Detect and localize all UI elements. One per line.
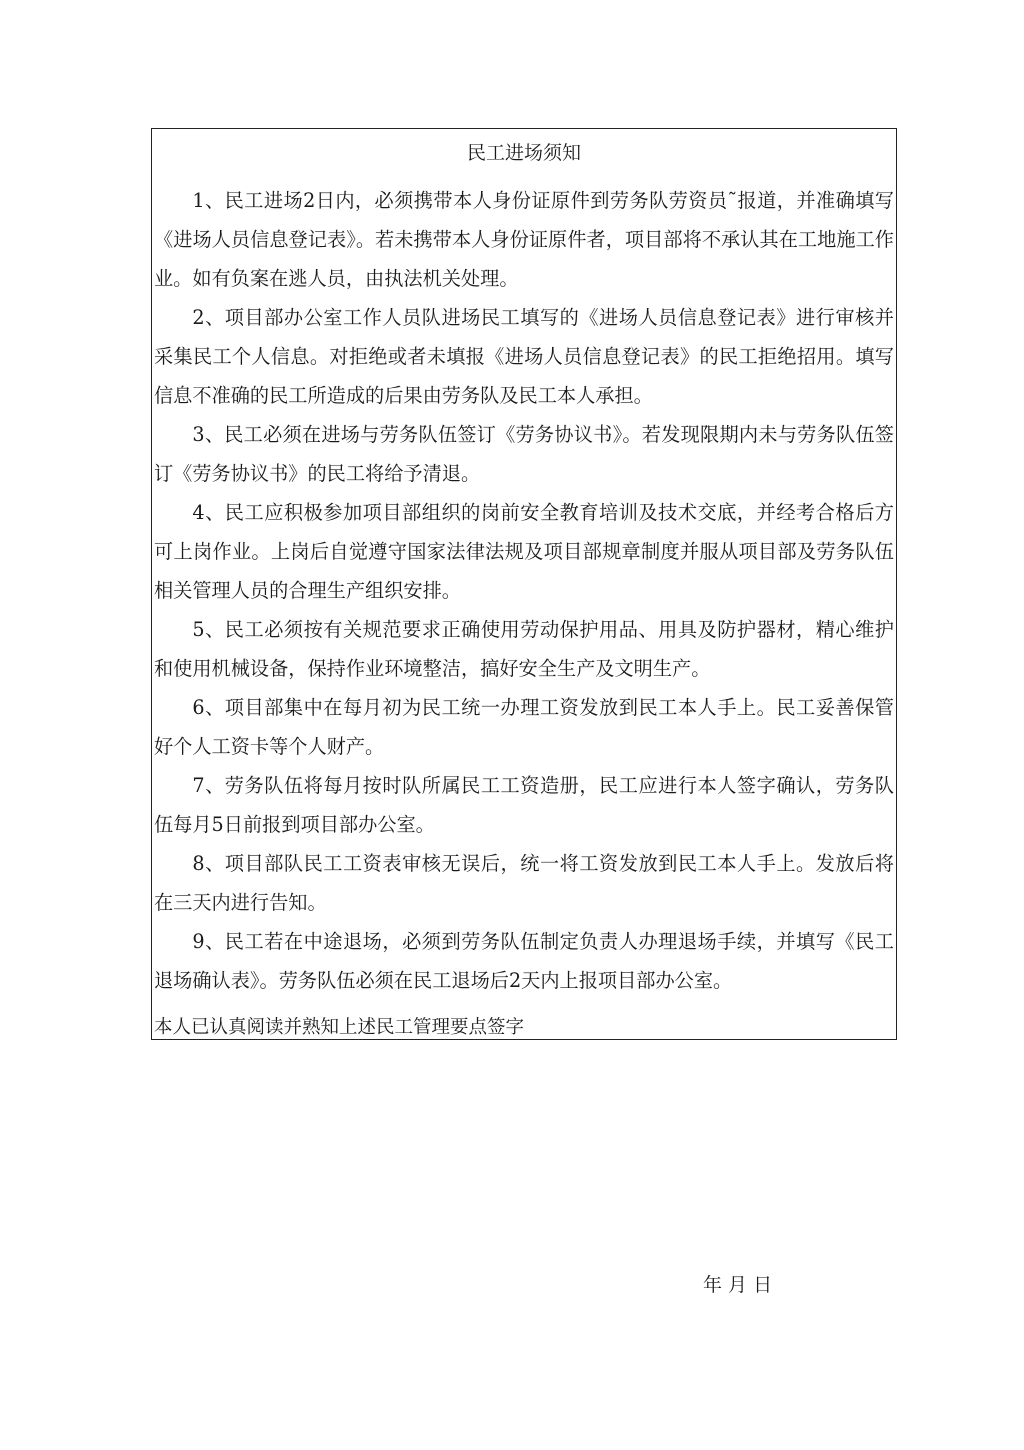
notice-item-9: 9、民工若在中途退场，必须到劳务队伍制定负责人办理退场手续，并填写《民工退场确认表》。劳务队伍必须在民工退场后2天内上报项目部办公室。	[154, 930, 894, 992]
notice-item-4: 4、民工应积极参加项目部组织的岗前安全教育培训及技术交底，并经考合格后方可上岗作业。上岗后自觉遵守国家法律法规及项目部规章制度并服从项目部及劳务队伍相关管理人员的合理生产组织安排。	[154, 501, 894, 602]
notice-item-1: 1、民工进场2日内，必须携带本人身份证原件到劳务队劳资员˜报道，并准确填写《进场人员信息登记表》。若未携带本人身份证原件者，项目部将不承认其在工地施工作业。如有负案在逃人员，由执法机关处理。	[154, 189, 894, 290]
notice-box	[151, 128, 897, 1040]
notice-item-2: 2、项目部办公室工作人员队进场民工填写的《进场人员信息登记表》进行审核并采集民工个人信息。对拒绝或者未填报《进场人员信息登记表》的民工拒绝招用。填写信息不准确的民工所造成的后果由劳务队及民工本人承担。	[154, 306, 894, 407]
notice-item-7: 7、劳务队伍将每月按时队所属民工工资造册，民工应进行本人签字确认，劳务队伍每月5日前报到项目部办公室。	[154, 774, 894, 836]
notice-item-list	[152, 181, 896, 1000]
date-line: 年 月 日	[703, 1274, 773, 1296]
notice-item-3: 3、民工必须在进场与劳务队伍签订《劳务协议书》。若发现限期内未与劳务队伍签订《劳务协议书》的民工将给予清退。	[154, 423, 894, 485]
signature-line: 本人已认真阅读并熟知上述民工管理要点签字	[154, 1017, 525, 1038]
notice-item-8: 8、项目部队民工工资表审核无误后，统一将工资发放到民工本人手上。发放后将在三天内进行告知。	[154, 852, 894, 914]
notice-item-6: 6、项目部集中在每月初为民工统一办理工资发放到民工本人手上。民工妥善保管好个人工资卡等个人财产。	[154, 696, 894, 758]
notice-item-5: 5、民工必须按有关规范要求正确使用劳动保护用品、用具及防护器材，精心维护和使用机械设备，保持作业环境整洁，搞好安全生产及文明生产。	[154, 618, 894, 680]
notice-title: 民工进场须知	[466, 142, 581, 164]
